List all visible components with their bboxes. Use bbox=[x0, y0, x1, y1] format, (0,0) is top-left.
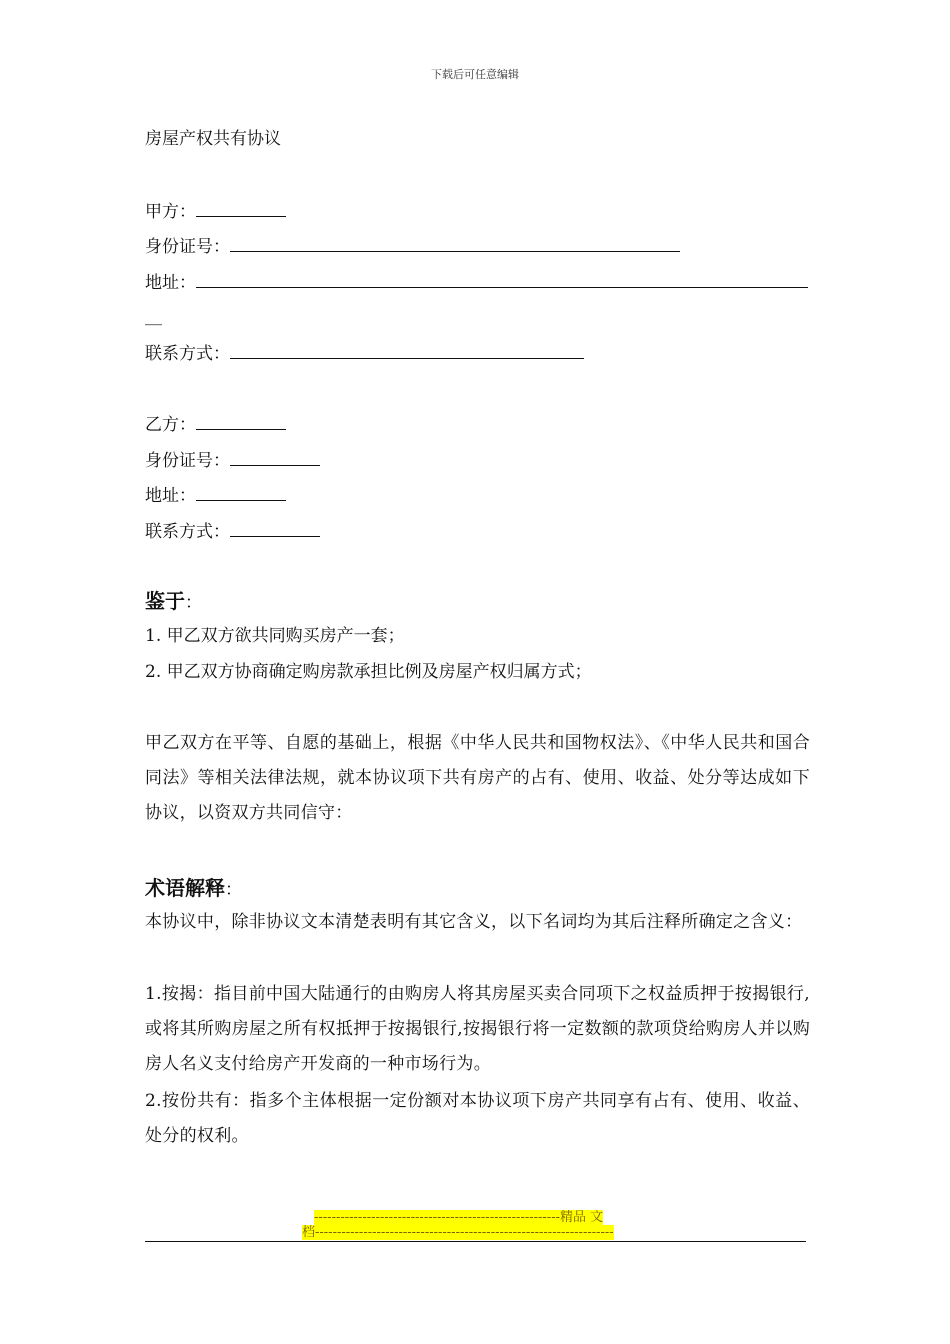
footer-rule bbox=[145, 1241, 806, 1242]
whereas-colon: ： bbox=[185, 593, 202, 613]
whereas-heading bbox=[145, 589, 202, 615]
definition-share-ownership: 2.按份共有：指多个主体根据一定份额对本协议项下房产共同享有占有、使用、收益、处分的权利。 bbox=[145, 1091, 810, 1146]
terms-title: 术语解释 bbox=[145, 876, 225, 900]
party-a-name-row bbox=[145, 199, 286, 223]
header-note: 下载后可任意编辑 bbox=[431, 68, 519, 81]
party-b-id-row bbox=[145, 448, 320, 472]
party-a-address-wrap: __ bbox=[145, 306, 162, 326]
party-a-id-blank[interactable] bbox=[230, 234, 680, 252]
party-a-name-label: 甲方： bbox=[145, 202, 196, 222]
party-a-id-row bbox=[145, 234, 680, 258]
party-a-name-blank[interactable] bbox=[196, 199, 286, 217]
party-b-contact-row bbox=[145, 519, 320, 543]
whereas-item-2: 2. 甲乙双方协商确定购房款承担比例及房屋产权归属方式； bbox=[145, 662, 592, 682]
party-b-contact-label: 联系方式： bbox=[145, 522, 230, 542]
footer-stamp bbox=[302, 1210, 652, 1240]
terms-intro: 本协议中，除非协议文本清楚表明有其它含义，以下名词均为其后注释所确定之含义： bbox=[145, 912, 803, 932]
party-a-address-blank[interactable] bbox=[196, 270, 808, 288]
party-b-id-label: 身份证号： bbox=[145, 451, 230, 471]
party-a-contact-row bbox=[145, 341, 584, 365]
party-b-address-blank[interactable] bbox=[196, 483, 286, 501]
party-b-address-label: 地址： bbox=[145, 486, 196, 506]
party-a-contact-label: 联系方式： bbox=[145, 344, 230, 364]
party-a-contact-blank[interactable] bbox=[230, 341, 584, 359]
party-a-id-label: 身份证号： bbox=[145, 237, 230, 257]
party-b-name-label: 乙方： bbox=[145, 415, 196, 435]
footer-stamp-line2: 档-------------------------------------------------------------------- bbox=[302, 1225, 614, 1240]
party-b-name-row bbox=[145, 412, 286, 436]
definition-mortgage: 1.按揭：指目前中国大陆通行的由购房人将其房屋买卖合同项下之权益质押于按揭银行,或将其所购房屋之所有权抵押于按揭银行,按揭银行将一定数额的款项贷给购房人并以购房人名义支付给房产开发商的一种市场行为。 bbox=[145, 984, 810, 1074]
whereas-item-1: 1. 甲乙双方欲共同购买房产一套； bbox=[145, 626, 405, 646]
document-title: 房屋产权共有协议 bbox=[145, 129, 281, 149]
party-b-name-blank[interactable] bbox=[196, 412, 286, 430]
whereas-title: 鉴于 bbox=[145, 589, 185, 613]
footer-stamp-line1: --------------------------------------------------------精品 文 bbox=[314, 1210, 604, 1225]
party-a-address-row bbox=[145, 270, 808, 294]
party-b-address-row bbox=[145, 483, 286, 507]
party-a-address-label: 地址： bbox=[145, 273, 196, 293]
preamble-paragraph: 甲乙双方在平等、自愿的基础上，根据《中华人民共和国物权法》、《中华人民共和国合同法》等相关法律法规，就本协议项下共有房产的占有、使用、收益、处分等达成如下协议，以资双方共同信守： bbox=[145, 733, 810, 823]
party-b-contact-blank[interactable] bbox=[230, 519, 320, 537]
terms-heading bbox=[145, 876, 242, 902]
party-b-id-blank[interactable] bbox=[230, 448, 320, 466]
terms-colon: ： bbox=[225, 880, 242, 900]
